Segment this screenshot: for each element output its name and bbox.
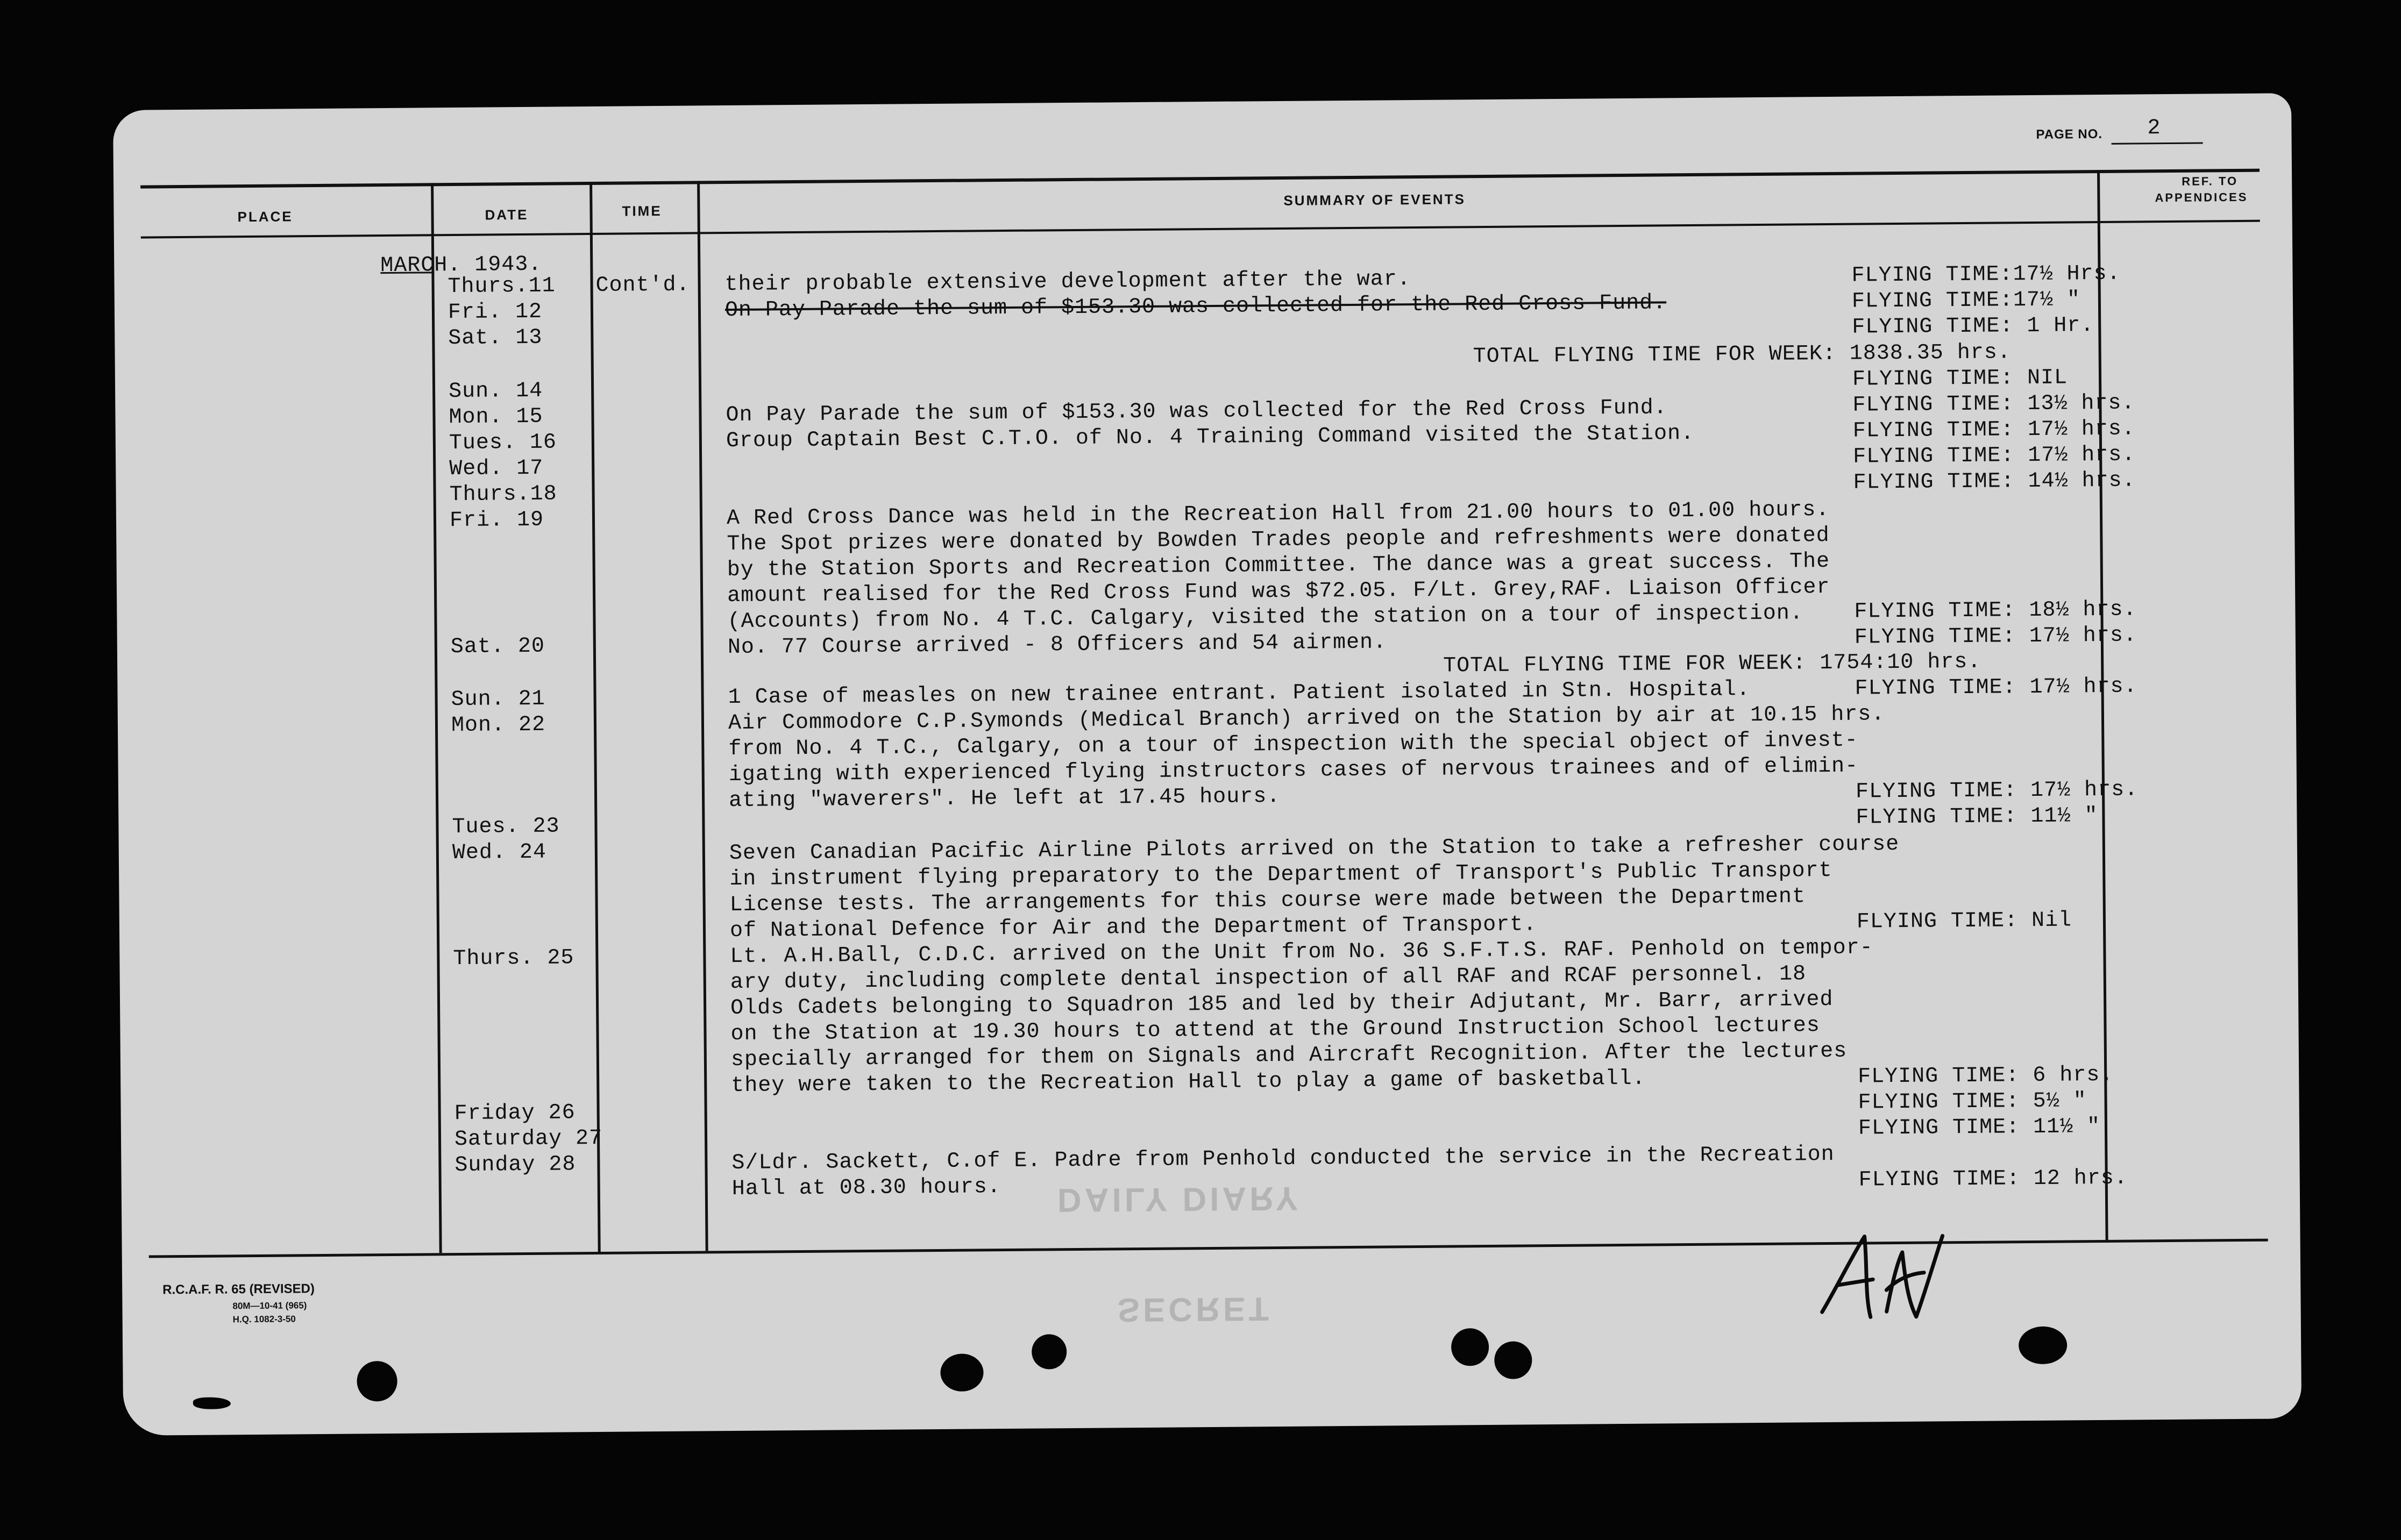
page-number-label: PAGE NO. [2036,126,2103,142]
summary-line: igating with experienced flying instructors cases of nervous trainees and of elimin- [728,754,1859,788]
summary-line: ary duty, including complete dental inspection of all RAF and RCAF personnel. 18 [730,962,1807,995]
date-entry: Sunday 28 [454,1152,576,1178]
flying-time: FLYING TIME:17½ " [1851,288,2081,314]
diary-sheet [113,93,2301,1436]
summary-line: (Accounts) from No. 4 T.C. Calgary, visited the station on a tour of inspection. [727,601,1803,634]
col-ref-header-2: APPENDICES [2155,190,2248,205]
date-entry: Fri. 19 [449,508,544,533]
punch-hole [357,1361,397,1402]
divider-place-date [431,183,442,1253]
summary-line: On Pay Parade the sum of $153.30 was collected for the Red Cross Fund. [726,396,1667,428]
summary-line: Group Captain Best C.T.O. of No. 4 Training Command visited the Station. [726,421,1695,454]
col-place-header: PLACE [237,208,293,225]
summary-line: The Spot prizes were donated by Bowden Trades people and refreshments were donated [727,523,1830,557]
punch-hole [940,1353,984,1392]
summary-line: 1 Case of measles on new trainee entrant. Patient isolated in Stn. Hospital. [728,678,1751,710]
summary-line: Lt. A.H.Ball, C.D.C. arrived on the Unit from No. 36 S.F.T.S. RAF. Penhold on tempor- [730,936,1873,969]
col-time-header: TIME [622,202,662,219]
flying-time: FLYING TIME: NIL [1852,366,2068,392]
header-bottom-rule [141,220,2260,239]
date-entry: Wed. 17 [449,456,544,482]
date-entry: Mon. 15 [449,404,543,430]
punch-hole [2019,1327,2068,1365]
weekly-total: TOTAL FLYING TIME FOR WEEK: 1754:10 hrs. [1443,650,1981,679]
form-code-line3: H.Q. 1082-3-50 [232,1314,296,1325]
col-summary-header: SUMMARY OF EVENTS [1283,191,1466,209]
date-entry: Fri. 12 [447,300,543,325]
punch-hole [1032,1334,1067,1370]
page-number: 2 [2147,116,2161,141]
page-number-underline [2112,142,2203,144]
flying-time: FLYING TIME: 12 hrs. [1858,1166,2128,1193]
header-top-rule [140,169,2260,189]
signature-initials [1816,1203,1957,1334]
summary-line: Hall at 08.30 hours. [731,1175,1001,1202]
date-entry: Saturday 27 [454,1126,603,1152]
summary-line: ating "waverers". He left at 17.45 hours. [728,784,1281,814]
summary-line: specially arranged for them on Signals and Aircraft Recognition. After the lectures [730,1039,1848,1073]
punch-hole [193,1397,231,1409]
date-entry: Sun. 21 [451,687,545,712]
summary-line: in instrument flying preparatory to the Department of Transport's Public Transport [729,858,1832,892]
month-suffix: H. 1943. [434,252,542,278]
summary-line: of National Defence for Air and the Department of Transport. [729,912,1537,944]
flying-time: FLYING TIME:17½ Hrs. [1851,261,2121,288]
date-entry: Wed. 24 [452,840,547,866]
flying-time: FLYING TIME: 1 Hr. [1852,313,2094,340]
punch-hole [1451,1328,1489,1366]
date-entry: Sun. 14 [448,379,543,404]
flying-time: FLYING TIME: 11½ " [1858,1115,2101,1141]
form-code-line2: 80M—10-41 (965) [232,1300,307,1311]
summary-line: from No. 4 T.C., Calgary, on a tour of inspection with the special object of invest- [728,728,1858,762]
summary-line: Seven Canadian Pacific Airline Pilots arrived on the Station to take a refresher course [729,832,1900,866]
col-ref-header-1: REF. TO [2182,174,2239,188]
col-date-header: DATE [485,206,529,223]
flying-time: FLYING TIME: 17½ hrs. [1854,623,2137,650]
summary-line: their probable extensive development after the war. [724,267,1411,297]
date-entry: Tues. 23 [452,814,560,840]
flying-time: FLYING TIME: 11½ " [1856,804,2098,830]
date-entry: Thurs.18 [449,482,557,508]
month-prefix: MARC [380,253,435,279]
date-entry: Thurs. 25 [453,946,574,972]
summary-line: A Red Cross Dance was held in the Recreation Hall from 21.00 hours to 01.00 hours. [726,497,1830,531]
form-code: R.C.A.F. R. 65 (REVISED) [162,1281,315,1297]
summary-line: Olds Cadets belonging to Squadron 185 and led by their Adjutant, Mr. Barr, arrived [730,987,1834,1021]
summary-line: by the Station Sports and Recreation Committee. The dance was a great success. The [727,549,1830,583]
summary-line: amount realised for the Red Cross Fund was $72.05. F/Lt. Grey,RAF. Liaison Officer [727,575,1830,609]
bleed-through-text: DAILY DIARY [1057,1179,1302,1219]
bleed-through-text: SECRET [1117,1290,1273,1329]
date-entry: Thurs.11 [447,274,556,300]
flying-time: FLYING TIME: 17½ hrs. [1852,417,2136,444]
divider-time-summary [697,181,708,1251]
flying-time: FLYING TIME: 17½ hrs. [1855,674,2137,701]
summary-line: S/Ldr. Sackett, C.of E. Padre from Penhold conducted the service in the Recreation [731,1142,1835,1176]
flying-time: FLYING TIME: 17½ hrs. [1855,778,2139,804]
summary-line: on the Station at 19.30 hours to attend at the Ground Instruction School lectures [730,1014,1820,1047]
date-entry: Sat. 20 [450,634,545,660]
date-entry: Sat. 13 [448,325,543,351]
flying-time: FLYING TIME: 6 hrs. [1858,1063,2114,1089]
summary-line-struck: On Pay Parade the sum of $153.30 was collected for the Red Cross Fund. [724,291,1667,323]
flying-time: FLYING TIME: Nil [1856,908,2072,935]
summary-line: they were taken to the Recreation Hall to play a game of basketball. [731,1066,1646,1099]
summary-line: License tests. The arrangements for this course were made between the Department [729,885,1806,918]
date-entry: Tues. 16 [449,430,557,456]
weekly-total: TOTAL FLYING TIME FOR WEEK: 1838.35 hrs. [1473,340,2011,369]
date-entry: Mon. 22 [451,712,546,738]
flying-time: FLYING TIME: 13½ hrs. [1852,391,2135,418]
flying-time: FLYING TIME: 18½ hrs. [1854,597,2137,624]
date-entry: Friday 26 [454,1101,576,1127]
flying-time: FLYING TIME: 14½ hrs. [1853,468,2136,495]
time-entry: Cont'd. [595,273,690,298]
summary-line: Air Commodore C.P.Symonds (Medical Branch) arrived on the Station by air at 10.15 hrs. [728,702,1885,736]
punch-hole [1494,1341,1532,1379]
divider-date-time [589,182,601,1252]
flying-time: FLYING TIME: 5½ " [1858,1089,2087,1115]
summary-line: No. 77 Course arrived - 8 Officers and 54 airmen. [727,630,1387,660]
flying-time: FLYING TIME: 17½ hrs. [1852,443,2136,469]
